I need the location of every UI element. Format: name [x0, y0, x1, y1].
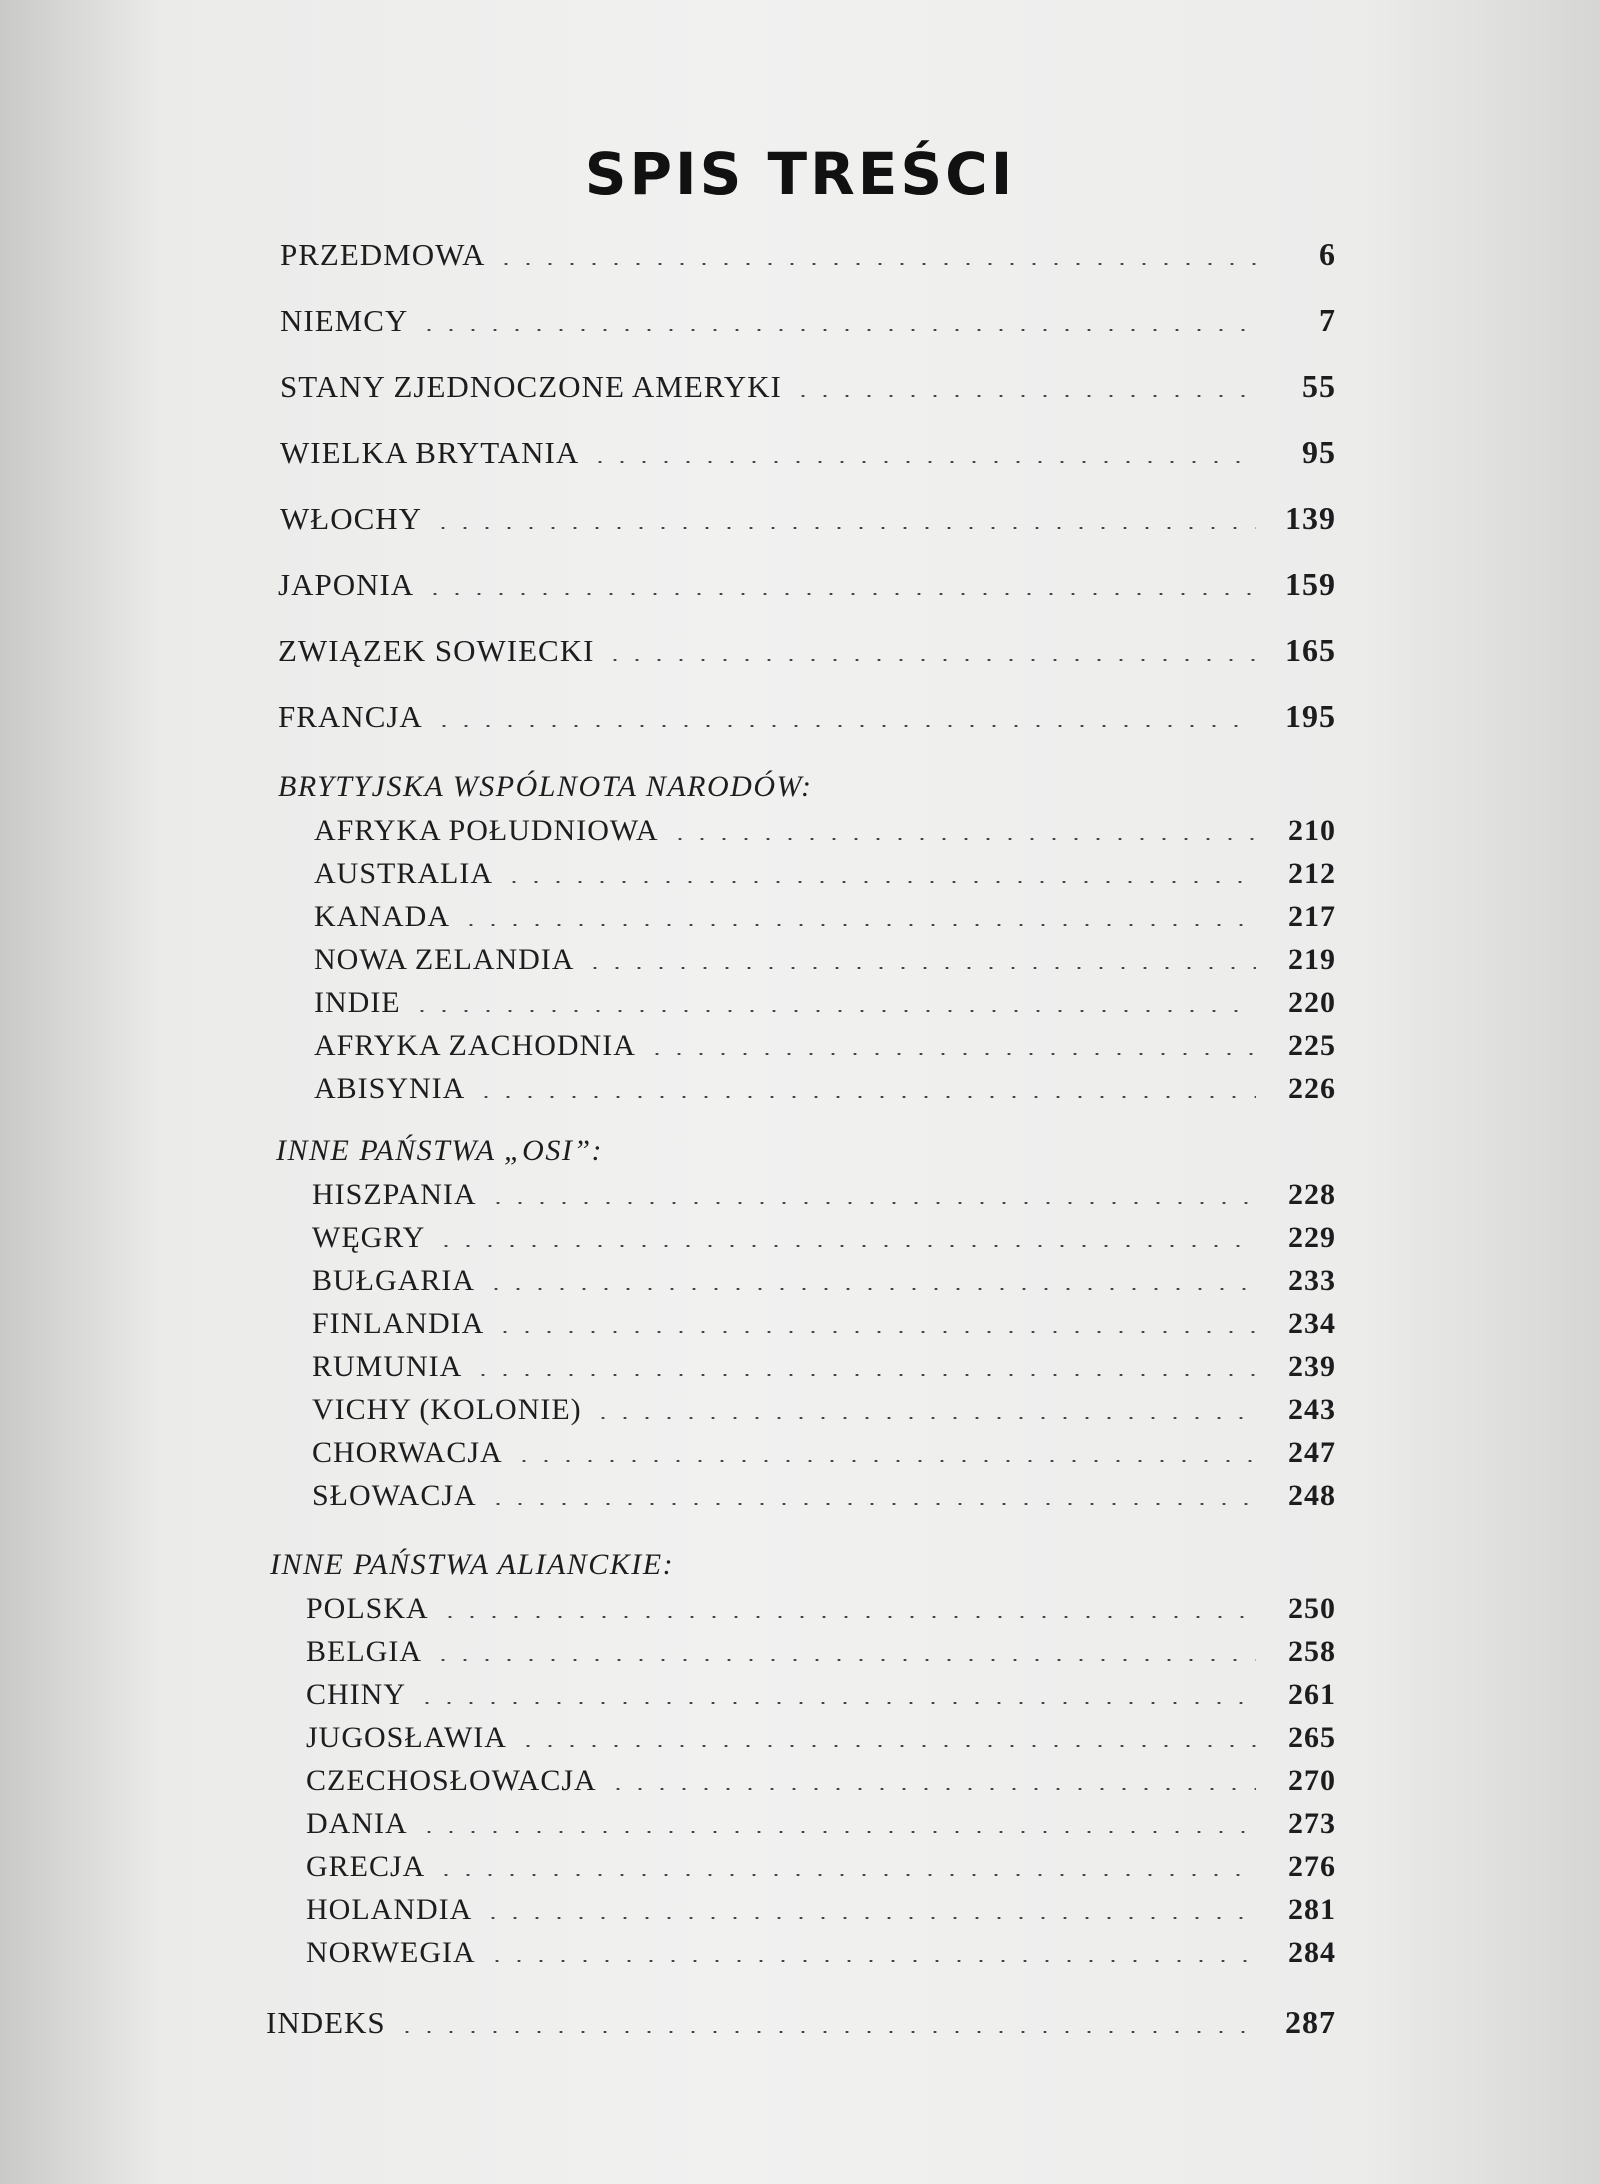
toc-entry-page: 219 — [1288, 943, 1336, 976]
dot-leader — [411, 1010, 1256, 1012]
toc-entry-page: 248 — [1288, 1479, 1336, 1512]
dot-leader — [646, 1053, 1256, 1055]
toc-entry-page: 258 — [1288, 1635, 1336, 1668]
toc-entry-page: 225 — [1288, 1029, 1336, 1062]
toc-entry — [312, 1436, 1336, 1470]
toc-entry-page: 247 — [1288, 1436, 1336, 1469]
toc-entry-label: CHORWACJA — [312, 1436, 503, 1469]
toc-entry — [314, 857, 1336, 891]
toc-entry — [280, 236, 1336, 273]
toc-entry — [278, 566, 1336, 603]
toc-entry — [280, 368, 1336, 405]
page-title: SPIS TREŚCI — [584, 140, 1016, 208]
toc-entry — [314, 1029, 1336, 1063]
toc-entry — [278, 698, 1336, 735]
dot-leader — [584, 967, 1256, 969]
toc-entry-page: 7 — [1319, 302, 1336, 338]
toc-entry-page: 6 — [1319, 236, 1336, 272]
toc-entry-label: NORWEGIA — [306, 1936, 476, 1969]
dot-leader — [517, 1745, 1256, 1747]
dot-leader — [432, 1659, 1256, 1661]
toc-entry — [312, 1393, 1336, 1427]
section-heading: INNE PAŃSTWA „OSI”: — [276, 1134, 604, 1167]
toc-entry-page: 265 — [1288, 1721, 1336, 1754]
toc-entry-label: FRANCJA — [278, 699, 423, 734]
dot-leader — [418, 1831, 1256, 1833]
toc-entry-page: 281 — [1288, 1893, 1336, 1926]
toc-entry — [312, 1264, 1336, 1298]
dot-leader — [396, 2031, 1256, 2033]
toc-entry-page: 139 — [1285, 500, 1336, 536]
toc-entry-page: 159 — [1285, 566, 1336, 602]
section-heading: BRYTYJSKA WSPÓLNOTA NARODÓW: — [278, 770, 813, 803]
dot-leader — [482, 1917, 1256, 1919]
toc-entry — [306, 1635, 1336, 1669]
toc-entry-label: WĘGRY — [312, 1221, 426, 1254]
toc-entry-page: 220 — [1288, 986, 1336, 1019]
toc-entry-label: NOWA ZELANDIA — [314, 943, 575, 976]
toc-entry-page: 217 — [1288, 900, 1336, 933]
toc-entry-label: JAPONIA — [278, 567, 415, 602]
dot-leader — [669, 838, 1256, 840]
toc-entry-label: VICHY (KOLONIE) — [312, 1393, 582, 1426]
toc-entry-label: INDEKS — [266, 2005, 386, 2040]
toc-entry-label: NIEMCY — [280, 303, 409, 338]
toc-entry — [312, 1479, 1336, 1513]
toc-entry — [312, 1307, 1336, 1341]
toc-entry-label: BELGIA — [306, 1635, 422, 1668]
toc-entry-page: 273 — [1288, 1807, 1336, 1840]
dot-leader — [460, 924, 1256, 926]
toc-entry-page: 55 — [1302, 368, 1336, 404]
toc-entry-label: ZWIĄZEK SOWIECKI — [278, 633, 595, 668]
toc-entry — [306, 1592, 1336, 1626]
toc-entry-page: 239 — [1288, 1350, 1336, 1383]
dot-leader — [607, 1788, 1256, 1790]
dot-leader — [472, 1374, 1256, 1376]
toc-entry — [314, 900, 1336, 934]
toc-entry-label: INDIE — [314, 986, 401, 1019]
dot-leader — [486, 1960, 1256, 1962]
toc-entry-page: 165 — [1285, 632, 1336, 668]
toc-entry — [306, 1721, 1336, 1755]
toc-entry — [306, 1850, 1336, 1884]
toc-entry-label: BUŁGARIA — [312, 1264, 475, 1297]
dot-leader — [433, 725, 1256, 727]
toc-entry-label: FINLANDIA — [312, 1307, 485, 1340]
toc-entry — [312, 1350, 1336, 1384]
dot-leader — [435, 1874, 1256, 1876]
section-heading: INNE PAŃSTWA ALIANCKIE: — [270, 1548, 675, 1581]
toc-entry-label: JUGOSŁAWIA — [306, 1721, 507, 1754]
toc-entry — [314, 986, 1336, 1020]
toc-entry-label: CZECHOSŁOWACJA — [306, 1764, 597, 1797]
dot-leader — [792, 395, 1256, 397]
toc-entry-page: 195 — [1285, 698, 1336, 734]
dot-leader — [487, 1503, 1256, 1505]
dot-leader — [494, 1331, 1256, 1333]
dot-leader — [487, 1202, 1256, 1204]
toc-entry-page: 287 — [1285, 2004, 1336, 2040]
toc-entry-label: POLSKA — [306, 1592, 429, 1625]
toc-entry-label: STANY ZJEDNOCZONE AMERYKI — [280, 369, 782, 404]
dot-leader — [424, 593, 1256, 595]
dot-leader — [513, 1460, 1256, 1462]
toc-entry-page: 210 — [1288, 814, 1336, 847]
toc-entry-page: 276 — [1288, 1850, 1336, 1883]
toc-entry-page: 243 — [1288, 1393, 1336, 1426]
toc-entry-label: DANIA — [306, 1807, 408, 1840]
toc-entry-index — [266, 2004, 1336, 2041]
toc-entry-page: 95 — [1302, 434, 1336, 470]
toc-entry — [312, 1221, 1336, 1255]
toc-entry-page: 229 — [1288, 1221, 1336, 1254]
toc-entry-page: 261 — [1288, 1678, 1336, 1711]
toc-entry-page: 250 — [1288, 1592, 1336, 1625]
toc-entry — [280, 434, 1336, 471]
toc-entry — [306, 1936, 1336, 1970]
dot-leader — [589, 461, 1256, 463]
toc-entry-label: SŁOWACJA — [312, 1479, 477, 1512]
toc-entry-label: AFRYKA ZACHODNIA — [314, 1029, 636, 1062]
toc-entry-page: 226 — [1288, 1072, 1336, 1105]
toc-entry-label: HOLANDIA — [306, 1893, 473, 1926]
toc-entry — [306, 1764, 1336, 1798]
dot-leader — [416, 1702, 1256, 1704]
toc-entry — [278, 632, 1336, 669]
toc-entry-label: RUMUNIA — [312, 1350, 463, 1383]
toc-entry-label: HISZPANIA — [312, 1178, 477, 1211]
toc-entry — [314, 943, 1336, 977]
toc-entry — [312, 1178, 1336, 1212]
toc-entry — [314, 1072, 1336, 1106]
toc-entry-label: PRZEDMOWA — [280, 237, 486, 272]
toc-entry — [306, 1807, 1336, 1841]
toc-entry-page: 228 — [1288, 1178, 1336, 1211]
toc-entry — [280, 302, 1336, 339]
toc-entry-page: 234 — [1288, 1307, 1336, 1340]
dot-leader — [439, 1616, 1256, 1618]
dot-leader — [418, 329, 1256, 331]
dot-leader — [485, 1288, 1256, 1290]
toc-entry-label: ABISYNIA — [314, 1072, 466, 1105]
dot-leader — [495, 263, 1256, 265]
toc-entry — [314, 814, 1336, 848]
dot-leader — [432, 527, 1256, 529]
toc-entry-page: 270 — [1288, 1764, 1336, 1797]
toc-entry-label: CHINY — [306, 1678, 406, 1711]
toc-entry-label: WIELKA BRYTANIA — [280, 435, 580, 470]
toc-entry-page: 284 — [1288, 1936, 1336, 1969]
toc-entry-page: 212 — [1288, 857, 1336, 890]
dot-leader — [435, 1245, 1256, 1247]
toc-entry-label: GRECJA — [306, 1850, 426, 1883]
dot-leader — [503, 881, 1256, 883]
dot-leader — [592, 1417, 1256, 1419]
toc-entry-label: WŁOCHY — [280, 501, 423, 536]
toc-entry — [306, 1893, 1336, 1927]
toc-entry — [280, 500, 1336, 537]
toc-entry-label: AUSTRALIA — [314, 857, 493, 890]
toc-entry-label: KANADA — [314, 900, 450, 933]
toc-entry — [306, 1678, 1336, 1712]
toc-entry-label: AFRYKA POŁUDNIOWA — [314, 814, 659, 847]
toc-entry-page: 233 — [1288, 1264, 1336, 1297]
dot-leader — [475, 1096, 1256, 1098]
dot-leader — [604, 659, 1256, 661]
